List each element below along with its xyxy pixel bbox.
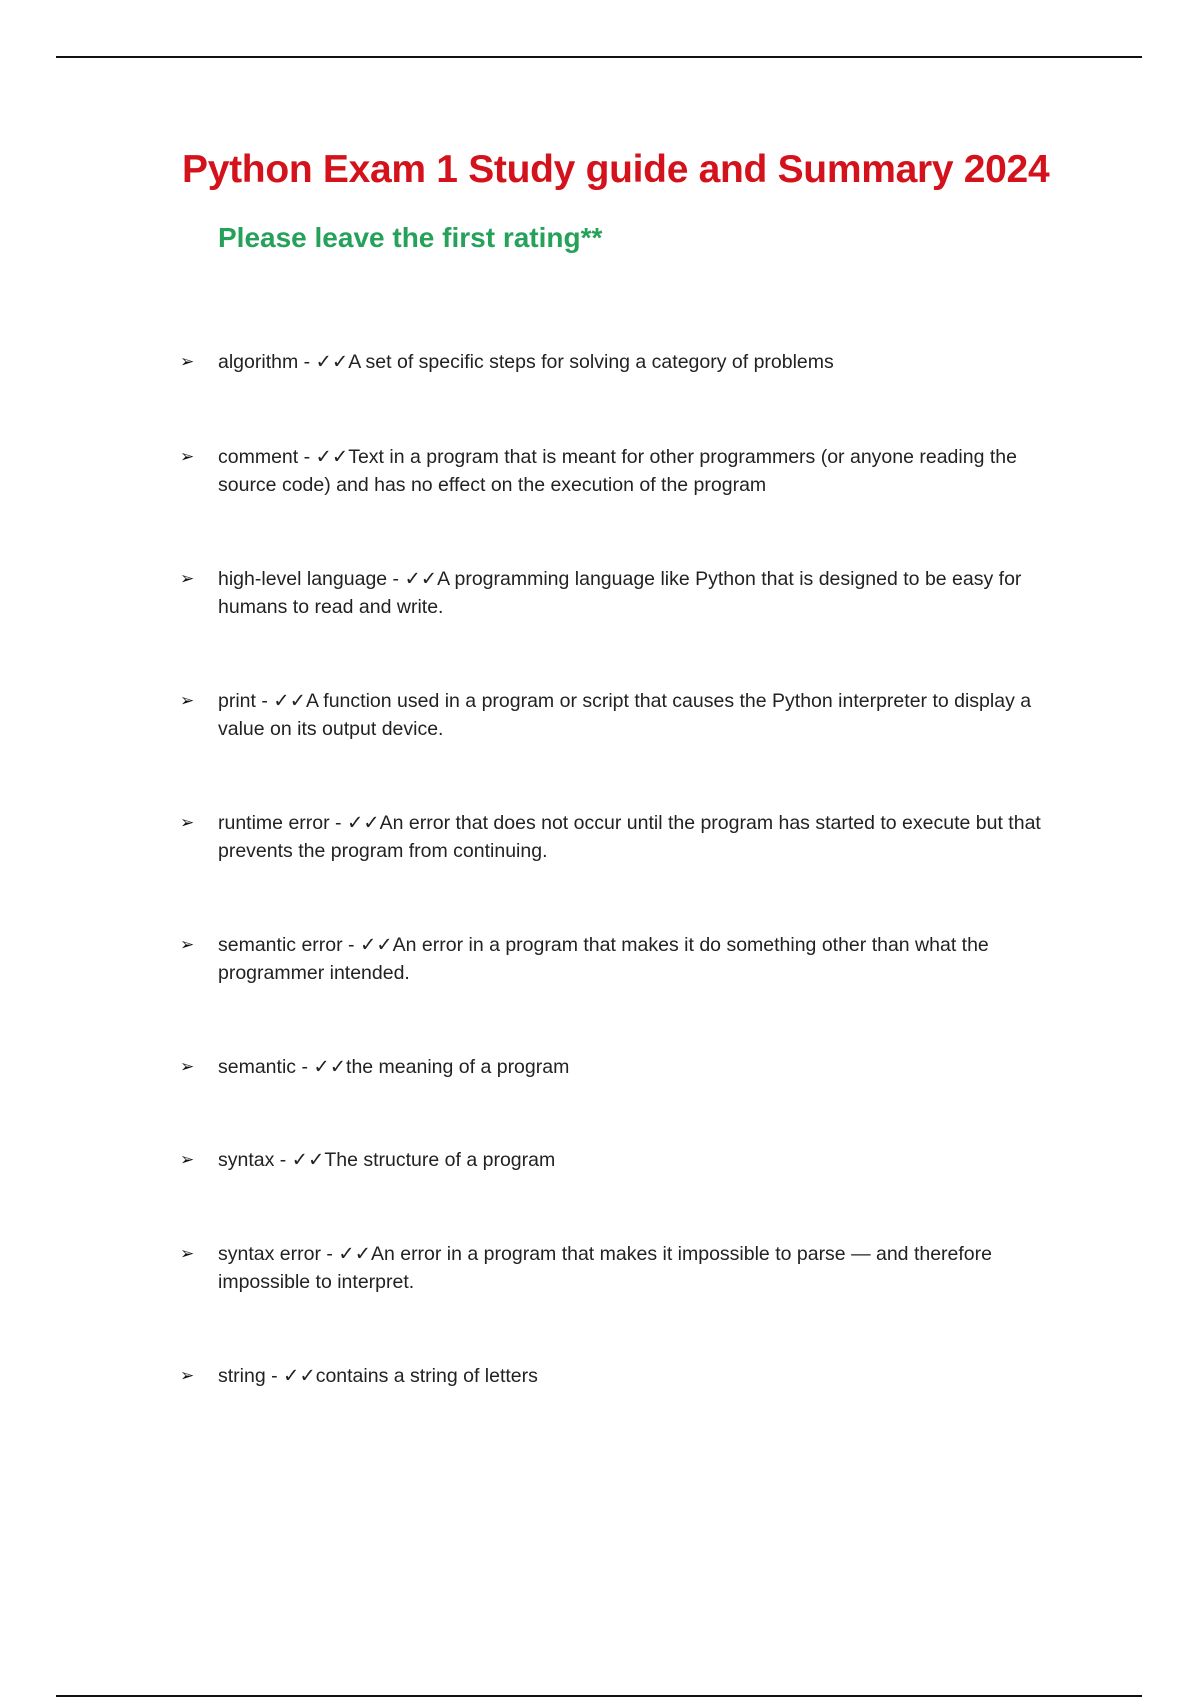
list-item	[180, 809, 1080, 865]
list-item	[180, 1053, 1080, 1081]
arrowhead-bullet-icon: ➢	[180, 569, 195, 588]
arrowhead-bullet-icon: ➢	[180, 447, 195, 466]
list-item	[180, 1362, 1080, 1390]
list-item-text: syntax error - ✓✓An error in a program that makes it impossible to parse — and therefore impossible to interpret.	[218, 1243, 992, 1293]
list-item	[180, 1240, 1080, 1296]
list-item	[180, 687, 1080, 743]
list-item-text: string - ✓✓contains a string of letters	[218, 1365, 538, 1387]
page-title: Python Exam 1 Study guide and Summary 2024	[182, 148, 1050, 191]
term-list	[180, 348, 1080, 1390]
arrowhead-bullet-icon: ➢	[180, 1057, 195, 1076]
arrowhead-bullet-icon: ➢	[180, 1150, 195, 1169]
list-item-text: runtime error - ✓✓An error that does not occur until the program has started to execute but that prevents the program from continuing.	[218, 812, 1041, 862]
list-item	[180, 931, 1080, 987]
list-item-text: syntax - ✓✓The structure of a program	[218, 1149, 556, 1171]
arrowhead-bullet-icon: ➢	[180, 352, 195, 371]
list-item	[180, 443, 1080, 499]
rating-request-subtitle: Please leave the first rating**	[218, 222, 603, 253]
arrowhead-bullet-icon: ➢	[180, 813, 195, 832]
top-rule	[56, 56, 1142, 58]
bottom-rule	[56, 1695, 1142, 1697]
list-item	[180, 1146, 1080, 1174]
list-item	[180, 565, 1080, 621]
arrowhead-bullet-icon: ➢	[180, 1244, 195, 1263]
arrowhead-bullet-icon: ➢	[180, 1366, 195, 1385]
list-item-text: semantic - ✓✓the meaning of a program	[218, 1056, 570, 1078]
list-item-text: print - ✓✓A function used in a program or script that causes the Python interpreter to display a value on its output device.	[218, 690, 1032, 740]
arrowhead-bullet-icon: ➢	[180, 935, 195, 954]
list-item-text: semantic error - ✓✓An error in a program that makes it do something other than what the programmer intended.	[218, 934, 989, 984]
list-item-text: high-level language - ✓✓A programming language like Python that is designed to be easy for humans to read and write.	[218, 568, 1022, 618]
list-item	[180, 348, 1080, 376]
arrowhead-bullet-icon: ➢	[180, 691, 195, 710]
list-item-text: comment - ✓✓Text in a program that is meant for other programmers (or anyone reading the source code) and has no effect on the execution of the program	[218, 446, 1017, 496]
list-item-text: algorithm - ✓✓A set of specific steps for solving a category of problems	[218, 351, 834, 373]
